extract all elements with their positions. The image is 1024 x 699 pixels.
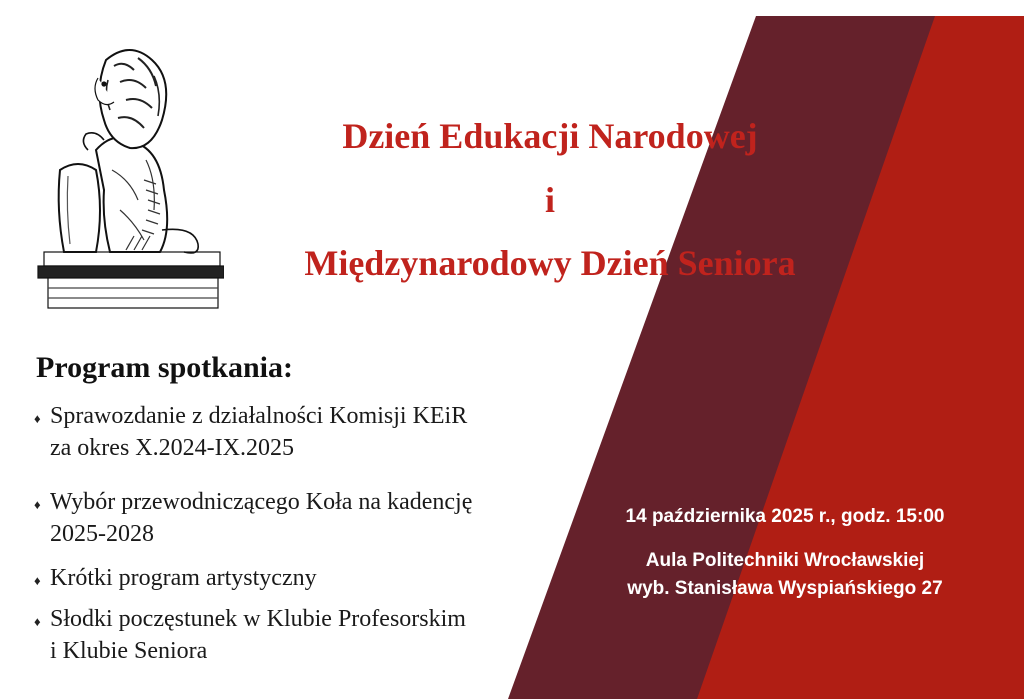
event-venue: Aula Politechniki Wrocławskiej xyxy=(645,550,925,571)
list-item xyxy=(34,603,594,667)
event-address: wyb. Stanisława Wyspiańskiego 27 xyxy=(627,578,943,599)
title-line-1: Dzień Edukacji Narodowej xyxy=(342,116,758,156)
list-item-line: Słodki poczęstunek w Klubie Profesorskim xyxy=(50,606,466,632)
list-item-line: i Klubie Seniora xyxy=(50,638,208,664)
list-item xyxy=(34,562,594,594)
program-heading: Program spotkania: xyxy=(36,351,293,384)
diamond-bullet-icon: ♦ xyxy=(34,573,41,588)
list-item xyxy=(34,400,594,464)
diamond-bullet-icon: ♦ xyxy=(34,614,41,629)
diamond-bullet-icon: ♦ xyxy=(34,411,41,426)
list-item-line: Sprawozdanie z działalności Komisji KEiR xyxy=(50,403,468,429)
diamond-bullet-icon: ♦ xyxy=(34,497,41,512)
title-line-3: Międzynarodowy Dzień Seniora xyxy=(304,243,796,283)
list-item-line: Krótki program artystyczny xyxy=(50,565,317,591)
lion-statue-emblem xyxy=(34,30,224,312)
event-datetime: 14 października 2025 r., godz. 15:00 xyxy=(625,506,945,527)
title-line-2: i xyxy=(544,180,555,220)
list-item-line: za okres X.2024-IX.2025 xyxy=(50,435,294,461)
list-item xyxy=(34,486,594,550)
list-item-line: 2025-2028 xyxy=(50,521,154,547)
list-item-line: Wybór przewodniczącego Koła na kadencję xyxy=(50,489,473,515)
